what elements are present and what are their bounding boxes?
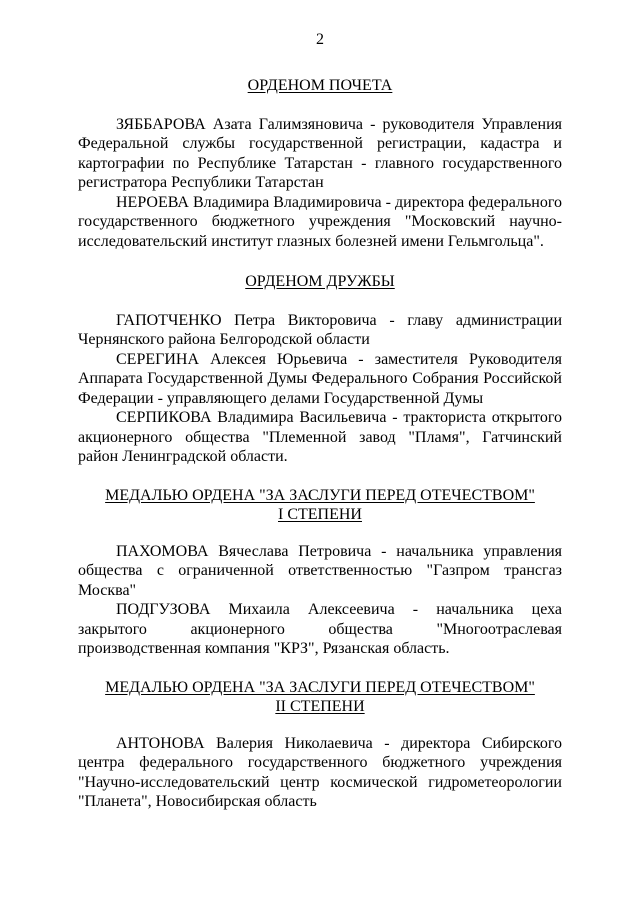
section-heading bbox=[78, 678, 562, 717]
award-entry: СЕРЕГИНА Алексея Юрьевича - заместителя Руководителя Аппарата Государственной Думы Федерального Собрания Российской Федерации - управляющего делами Государственной Думы bbox=[78, 350, 562, 407]
section-heading bbox=[78, 486, 562, 525]
award-entry: ПОДГУЗОВА Михаила Алексеевича - начальника цеха закрытого акционерного общества "Многоотраслевая производственная компания "КРЗ", Рязанская область. bbox=[78, 601, 562, 657]
section-heading-line: ОРДЕНОМ ДРУЖБЫ bbox=[245, 273, 395, 290]
award-entry: ПАХОМОВА Вячеслава Петровича - начальника управления общества с ограниченной ответственностью "Газпром трансгаз Москва" bbox=[78, 542, 562, 599]
section-heading bbox=[78, 76, 562, 96]
section-heading-line: ОРДЕНОМ ПОЧЕТА bbox=[247, 77, 393, 94]
page-number: 2 bbox=[316, 31, 324, 48]
section-order-of-honour bbox=[78, 76, 562, 251]
section-heading-line: МЕДАЛЬЮ ОРДЕНА "ЗА ЗАСЛУГИ ПЕРЕД ОТЕЧЕСТВОМ" bbox=[105, 678, 535, 696]
section-heading bbox=[78, 272, 562, 292]
award-entry: СЕРПИКОВА Владимира Васильевича - тракториста открытого акционерного общества "Племенной завод "Пламя", Гатчинский район Ленинградской области. bbox=[78, 409, 562, 465]
section-medal-second-degree bbox=[78, 678, 562, 812]
section-order-of-friendship bbox=[78, 272, 562, 467]
section-medal-first-degree bbox=[78, 486, 562, 659]
section-heading-line: МЕДАЛЬЮ ОРДЕНА "ЗА ЗАСЛУГИ ПЕРЕД ОТЕЧЕСТВОМ" bbox=[105, 486, 535, 504]
section-heading-line: I СТЕПЕНИ bbox=[278, 506, 362, 523]
award-entry: НЕРОЕВА Владимира Владимировича - директора федерального государственного бюджетного учреждения "Московский научно-исследовательский институт глазных болезней имени Гельмгольца". bbox=[78, 193, 562, 250]
award-entry: ЗЯББАРОВА Азата Галимзяновича - руководителя Управления Федеральной службы государственной регистрации, кадастра и картографии по Республике Татарстан - главного государственного регистратора Республики Татарстан bbox=[78, 115, 562, 191]
award-entry: АНТОНОВА Валерия Николаевича - директора Сибирского центра федерального государственного бюджетного учреждения "Научно-исследовательский центр космической гидрометеорологии "Планета", Новосибирская область bbox=[78, 734, 562, 810]
award-entry: ГАПОТЧЕНКО Петра Викторовича - главу администрации Чернянского района Белгородской области bbox=[78, 311, 562, 348]
document-body bbox=[78, 76, 562, 812]
section-heading-line: II СТЕПЕНИ bbox=[275, 698, 365, 715]
